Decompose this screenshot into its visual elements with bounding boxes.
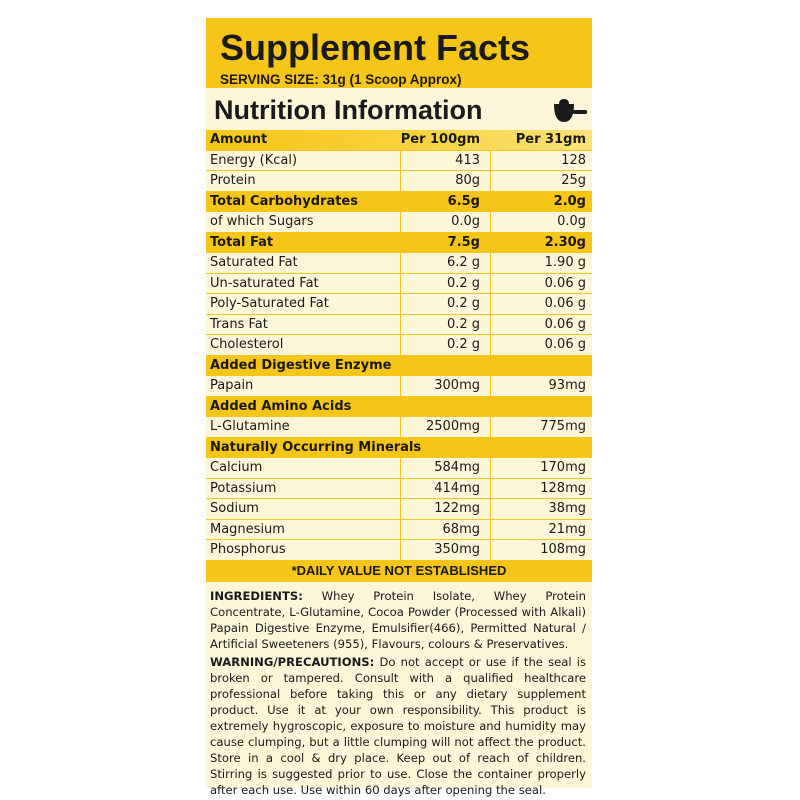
per-31gm-value: 38mg — [548, 501, 586, 516]
nutrient-label: Cholesterol — [210, 337, 284, 352]
per-100gm-value: 0.0g — [451, 214, 480, 229]
column-divider — [400, 540, 401, 560]
column-divider — [400, 335, 401, 355]
per-100gm-value: 414mg — [434, 480, 480, 496]
nutrition-table — [206, 130, 592, 561]
nutrient-label: of which Sugars — [210, 214, 314, 229]
per-31gm-value: 25g — [561, 173, 586, 188]
column-divider — [400, 376, 401, 396]
table-row — [206, 417, 592, 438]
warning-text: Do not accept or use if the seal is broken or tampered. Consult with a qualified healthcare professional before taking this or any dietary supplement product. Use it at your own responsibility. This product is extremely hygroscopic, exposure to moisture and humidity may cause clumping, but a little clumping will not affect the product. Store in a cool & dry place. Keep out of reach of children. Stirring is suggested prior to use. Close the container properly after each use. Use within 60 days after opening the seal. — [210, 655, 586, 797]
nutrition-title: Nutrition Information — [214, 95, 483, 125]
column-divider — [400, 294, 401, 314]
column-divider — [490, 458, 491, 478]
table-row — [206, 335, 592, 356]
table-row — [206, 520, 592, 541]
per-31gm-value: 21mg — [548, 521, 586, 537]
table-row — [206, 315, 592, 336]
nutrient-label: Un-saturated Fat — [210, 275, 319, 291]
serving-size: SERVING SIZE: 31g (1 Scoop Approx) — [220, 72, 462, 87]
section-header-row — [206, 233, 592, 254]
per-31gm-value: 0.06 g — [544, 337, 586, 352]
per-100gm-value: 350mg — [434, 542, 480, 557]
nutrient-label: Potassium — [210, 480, 277, 496]
nutrient-label: Calcium — [210, 460, 263, 475]
column-divider — [400, 253, 401, 273]
nutrient-label: Protein — [210, 173, 256, 188]
column-divider — [490, 499, 491, 519]
section-header-row — [206, 438, 592, 459]
warning-paragraph — [210, 654, 586, 798]
per-31gm-value: 0.06 g — [544, 296, 586, 311]
per-31gm-value: 128mg — [540, 480, 586, 496]
column-divider — [400, 151, 401, 171]
nutrient-label: Saturated Fat — [210, 255, 298, 270]
column-divider — [490, 171, 491, 191]
section-header-row — [206, 356, 592, 377]
nutrient-label: Sodium — [210, 501, 259, 516]
per-100gm-value: 0.2 g — [446, 296, 480, 311]
column-header-per-31gm: Per 31gm — [515, 132, 586, 147]
table-header-row — [206, 130, 592, 151]
per-100gm-value: 2500mg — [426, 419, 480, 434]
table-row — [206, 171, 592, 192]
nutrition-header — [206, 88, 592, 130]
per-100gm-value: 413 — [455, 152, 480, 168]
nutrient-label: Papain — [210, 378, 254, 393]
ingredients-text: Whey Protein Isolate, Whey Protein Concentrate, L-Glutamine, Cocoa Powder (Processed with Alkali) Papain Digestive Enzyme, Emulsifier(466), Permitted Natural / Artificial Sweeteners (955), Flavours, colours & Preservatives. — [210, 589, 586, 651]
table-row — [206, 294, 592, 315]
per-100gm-value: 6.2 g — [446, 255, 480, 270]
table-row — [206, 212, 592, 233]
per-31gm-value: 1.90 g — [544, 255, 586, 270]
per-31gm-value: 93mg — [548, 378, 586, 393]
daily-value-note: *DAILY VALUE NOT ESTABLISHED — [206, 560, 592, 582]
column-divider — [490, 335, 491, 355]
per-100gm-value: 0.2 g — [446, 337, 480, 352]
column-divider — [490, 520, 491, 540]
column-divider — [400, 315, 401, 335]
table-row — [206, 540, 592, 561]
per-100gm-value: 0.2 g — [446, 275, 480, 291]
per-31gm-value: 0.0g — [557, 214, 586, 229]
per-31gm-value: 128 — [561, 152, 586, 168]
per-100gm-value: 584mg — [434, 460, 480, 475]
column-divider — [400, 499, 401, 519]
table-row — [206, 458, 592, 479]
column-divider — [490, 479, 491, 499]
column-divider — [490, 315, 491, 335]
scoop-icon — [552, 98, 588, 124]
per-100gm-value: 6.5g — [447, 193, 480, 209]
nutrient-label: Added Amino Acids — [210, 398, 352, 414]
column-divider — [400, 274, 401, 294]
column-divider — [400, 212, 401, 232]
column-divider — [490, 151, 491, 171]
per-100gm-value: 7.5g — [447, 234, 480, 250]
per-31gm-value: 2.0g — [553, 193, 586, 209]
column-divider — [490, 212, 491, 232]
warning-label: WARNING/PRECAUTIONS: — [210, 655, 375, 669]
nutrient-label: L-Glutamine — [210, 419, 290, 434]
column-header-per-100gm: Per 100gm — [400, 132, 480, 147]
per-100gm-value: 0.2 g — [446, 316, 480, 332]
column-divider — [490, 294, 491, 314]
per-100gm-value: 300mg — [434, 378, 480, 393]
table-row — [206, 151, 592, 172]
column-divider — [400, 171, 401, 191]
per-100gm-value: 122mg — [434, 501, 480, 516]
column-divider — [400, 458, 401, 478]
nutrient-label: Trans Fat — [210, 316, 268, 332]
column-divider — [400, 479, 401, 499]
nutrient-label: Total Carbohydrates — [210, 193, 358, 209]
nutrient-label: Added Digestive Enzyme — [210, 357, 392, 373]
column-divider — [490, 540, 491, 560]
column-divider — [400, 520, 401, 540]
table-row — [206, 499, 592, 520]
nutrient-label: Energy (Kcal) — [210, 152, 298, 168]
per-31gm-value: 2.30g — [544, 234, 586, 250]
column-header-amount: Amount — [210, 132, 268, 147]
per-31gm-value: 108mg — [540, 542, 586, 557]
table-row — [206, 274, 592, 295]
per-31gm-value: 0.06 g — [544, 316, 586, 332]
supplement-header — [206, 18, 592, 88]
column-divider — [490, 376, 491, 396]
per-31gm-value: 170mg — [540, 460, 586, 475]
section-header-row — [206, 397, 592, 418]
table-row — [206, 253, 592, 274]
supplement-facts-panel — [206, 18, 592, 797]
table-row — [206, 376, 592, 397]
section-header-row — [206, 192, 592, 213]
column-divider — [490, 253, 491, 273]
table-row — [206, 479, 592, 500]
column-divider — [400, 417, 401, 437]
per-100gm-value: 80g — [455, 173, 480, 188]
column-divider — [490, 274, 491, 294]
nutrient-label: Phosphorus — [210, 542, 286, 557]
per-31gm-value: 775mg — [540, 419, 586, 434]
per-31gm-value: 0.06 g — [544, 275, 586, 291]
ingredients-label: INGREDIENTS: — [210, 589, 303, 603]
page-title: Supplement Facts — [220, 27, 531, 68]
ingredients-paragraph — [210, 588, 586, 652]
nutrient-label: Total Fat — [210, 234, 274, 250]
nutrient-label: Magnesium — [210, 521, 285, 537]
nutrient-label: Poly-Saturated Fat — [210, 296, 329, 311]
nutrient-label: Naturally Occurring Minerals — [210, 439, 422, 455]
column-divider — [490, 417, 491, 437]
per-100gm-value: 68mg — [442, 521, 480, 537]
